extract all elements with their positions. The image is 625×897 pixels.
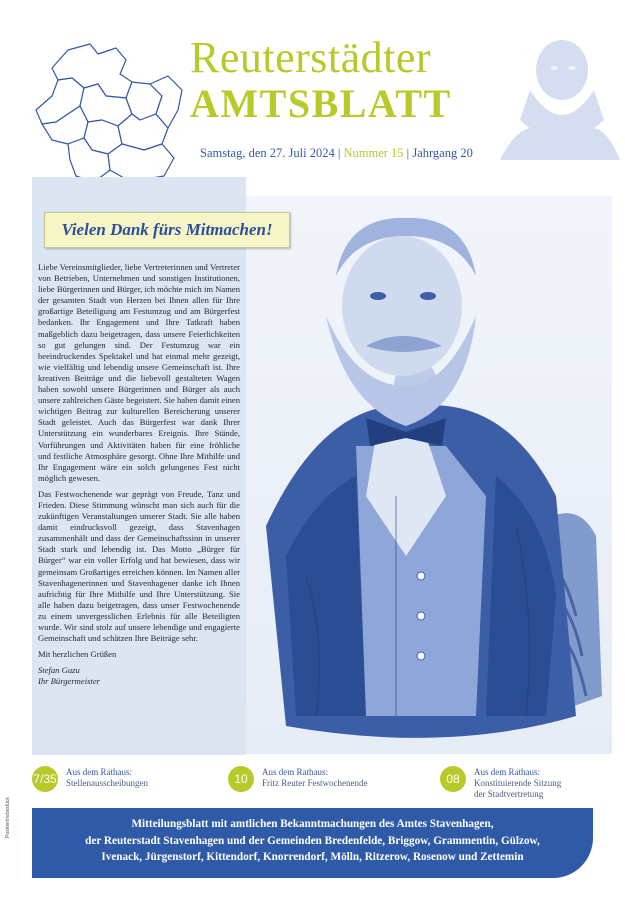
footer-line: Mitteilungsblatt mit amtlichen Bekanntmachungen des Amtes Stavenhagen,	[131, 818, 494, 830]
dateline-separator: |	[334, 146, 344, 160]
district-map-graphic	[28, 40, 188, 190]
article-closing: Mit herzlichen Grüßen	[38, 649, 117, 660]
teaser-subtitle: Stellenausscheibungen	[66, 778, 148, 788]
signature-title: Ihr Bürgermeister	[38, 676, 100, 687]
postal-note: Postvertriebsstück	[5, 797, 11, 838]
article-paragraph: Das Festwochenende war geprägt von Freude, Tanz und Frieden. Diese Stimmung wünscht man sich auch für die zukünftigen Veranstaltungen unserer Stadt. Sie alle haben damit eindrucksvoll gezeigt, dass Stavenhagen zusammenhält und dass der Gemeinschaftssinn in unserer Stadt stark und lebendig ist. Das Motto „Bürger für Bürger“ war ein voller Erfolg und hat bewiesen, dass wir gemeinsam Großartiges erreichen können. Im Namen aller Stavenhagenerinnen und Stavenhagener danke ich Ihnen aufrichtig für Ihre Mithilfe und Ihre Unterstützung. Sie alle haben dazu beigetragen, dass unser Festwochenende zu einem unvergesslichen Erlebnis für alle Beteiligten wurde. Wir sind stolz auf unsere lebendige und engagierte Gemeinschaft und schätzen Ihre Beiträge sehr.	[38, 488, 240, 644]
footer-text	[32, 816, 593, 866]
teaser-item[interactable]	[228, 762, 428, 808]
teaser-item[interactable]	[32, 762, 222, 808]
issue-volume: Jahrgang 20	[412, 146, 473, 160]
footer-line: Ivenack, Jürgenstorf, Kittendorf, Knorrendorf, Mölln, Ritzerow, Rosenow und Zettemin	[101, 851, 524, 863]
teaser-title: Aus dem Rathaus:	[262, 767, 328, 777]
dateline-separator: |	[403, 146, 413, 160]
teaser-subtitle-line: der Stadtvertretung	[474, 789, 544, 799]
page-number-badge: 7/35	[32, 766, 58, 792]
signature-name: Stefan Guzu	[38, 665, 80, 676]
teaser-row	[32, 762, 592, 808]
teaser-subtitle-line: Konstituierende Sitzung	[474, 778, 562, 788]
issue-number: Nummer 15	[343, 146, 404, 160]
headline-box	[44, 212, 290, 248]
article-paragraph: Liebe Vereinsmitglieder, liebe Vertreterinnen und Vertreter von Betrieben, Unternehmen und sonstigen Institutionen, liebe Bürgerinnen und Bürger, ich möchte mich im Namen der gesamten Stadt von Herzen bei Ihnen allen für Ihre großartige Beteiligung am Festumzug und am Bürgerfest bedanken. Ihr Engagement und Ihre Tatkraft haben maßgeblich dazu beigetragen, dass unsere Feierlichkeiten so gut gelungen sind. Der Festumzug war ein beeindruckendes Spektakel und hat einmal mehr gezeigt, wie vielfältig und lebendig unsere Gemeinschaft ist. Ihre kreativen Beiträge und die liebevoll gestalteten Wagen haben sowohl unsere Bürgerinnen und Bürger als auch unsere zahlreichen Gäste begeistert. Sie haben damit einen wichtigen Beitrag zur kulturellen Bereicherung unserer Stadt geleistet. Auch das Bürgerfest war dank Ihrer Unterstützung ein wunderbares Ereignis. Ihre Stände, Vorführungen und Aktivitäten haben für eine fröhliche und festliche Atmosphäre gesorgt. Ohne Ihre Mithilfe und Ihr Engagement wäre ein solch gelungenes Fest nicht möglich gewesen.	[38, 262, 240, 483]
page-number-badge: 08	[440, 766, 466, 792]
footer-band	[32, 808, 593, 878]
page-number-badge: 10	[228, 766, 254, 792]
teaser-subtitle	[474, 778, 561, 800]
footer-line: der Reuterstadt Stavenhagen und der Gemeinden Bredenfelde, Briggow, Grammentin, Gülzow,	[85, 834, 540, 847]
issue-date: Samstag, den 27. Juli 2024	[200, 146, 335, 160]
fritz-reuter-portrait	[246, 196, 612, 754]
article-body	[38, 262, 240, 687]
article-headline: Vielen Dank fürs Mitmachen!	[61, 220, 273, 239]
teaser-title: Aus dem Rathaus:	[474, 767, 540, 777]
teaser-subtitle: Fritz Reuter Festwochenende	[262, 778, 368, 788]
masthead-title-line1: Reuterstädter	[190, 33, 432, 82]
dateline	[200, 146, 473, 161]
masthead-title-line2: AMTSBLATT	[190, 81, 452, 126]
teaser-item[interactable]	[440, 762, 592, 808]
header-portrait-graphic	[500, 30, 620, 160]
teaser-title: Aus dem Rathaus:	[66, 767, 132, 777]
